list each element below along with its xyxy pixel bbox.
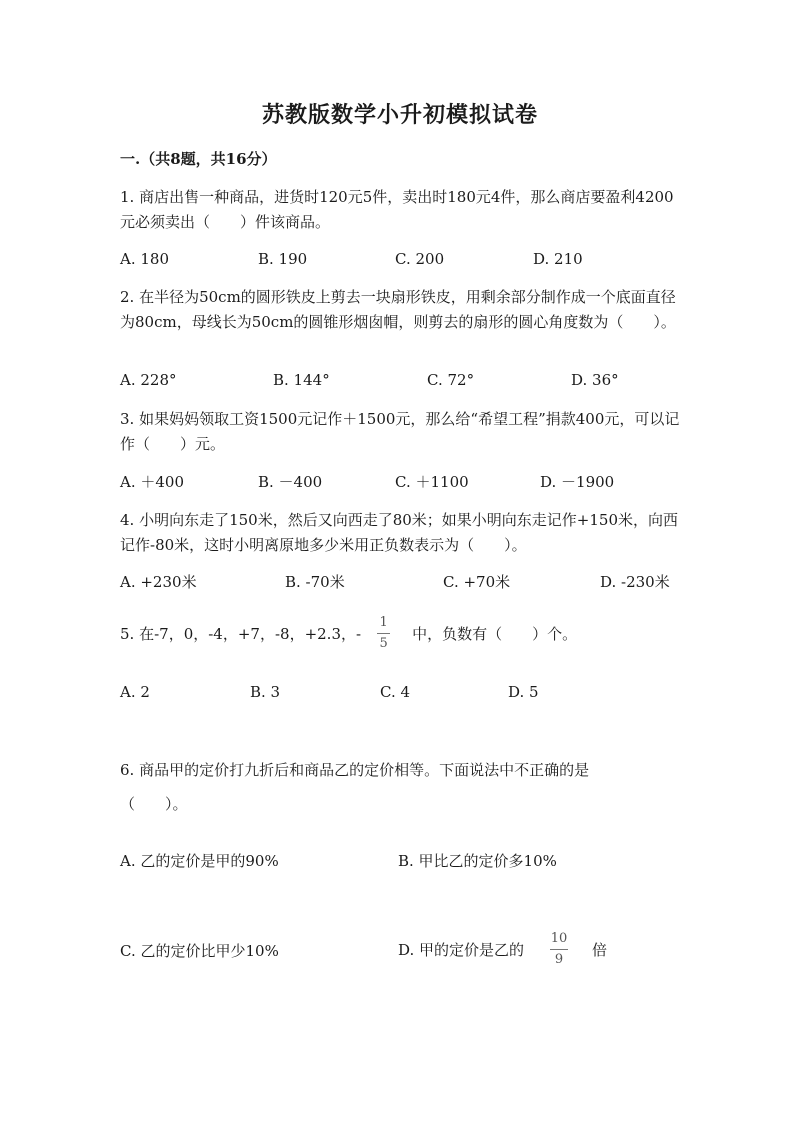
fraction-denominator: 9	[554, 952, 564, 967]
question-5-text	[120, 616, 577, 651]
question-5-text-after: 中，负数有（ ）个。	[412, 625, 578, 643]
question-4-option-d[interactable]: D. -230米	[600, 573, 670, 591]
page-title: 苏教版数学小升初模拟试卷	[261, 102, 538, 128]
question-5-fraction	[377, 616, 390, 651]
question-3-option-c[interactable]: C. ＋1100	[395, 473, 469, 491]
question-3-option-d[interactable]: D. －1900	[540, 473, 615, 491]
question-3-option-b[interactable]: B. －400	[258, 473, 323, 491]
question-4-text: 4. 小明向东走了150米，然后又向西走了80米；如果小明向东走记作+150米，向西记作-80米，这时小明离原地多少米用正负数表示为（ ）。	[120, 511, 678, 554]
question-4-option-b[interactable]: B. -70米	[285, 573, 345, 591]
question-3-text: 3. 如果妈妈领取工资1500元记作＋1500元，那么给“希望工程”捐款400元，可以记作（ ）元。	[120, 410, 680, 453]
question-1-option-a[interactable]: A. 180	[120, 250, 169, 268]
question-5-option-c[interactable]: C. 4	[380, 683, 411, 701]
question-6-option-d-label: D. 甲的定价是乙的	[398, 941, 525, 959]
question-5-option-d[interactable]: D. 5	[508, 683, 539, 701]
question-6-option-b[interactable]: B. 甲比乙的定价多10%	[398, 852, 557, 870]
question-5-option-a[interactable]: A. 2	[120, 683, 150, 701]
question-6-option-d-fraction	[550, 932, 568, 967]
question-5-option-b[interactable]: B. 3	[250, 683, 281, 701]
fraction-numerator: 10	[550, 931, 568, 946]
question-2-text: 2. 在半径为50cm的圆形铁皮上剪去一块扇形铁皮，用剩余部分制作成一个底面直径为80cm，母线长为50cm的圆锥形烟囱帽，则剪去的扇形的圆心角度数为（ ）。	[120, 288, 676, 331]
question-2-option-a[interactable]: A. 228°	[120, 371, 177, 389]
question-4-option-c[interactable]: C. +70米	[443, 573, 511, 591]
question-6-option-a[interactable]: A. 乙的定价是甲的90%	[120, 852, 279, 870]
fraction-denominator: 5	[379, 636, 388, 651]
fraction-bar	[550, 949, 568, 950]
question-1-option-b[interactable]: B. 190	[258, 250, 308, 268]
question-3-option-a[interactable]: A. ＋400	[120, 473, 184, 491]
question-2-option-b[interactable]: B. 144°	[273, 371, 330, 389]
question-6-option-d-suffix: 倍	[592, 941, 608, 959]
fraction-bar	[377, 633, 390, 634]
question-1-text: 1. 商店出售一种商品，进货时120元5件，卖出时180元4件，那么商店要盈利4200元必须卖出（ ）件该商品。	[120, 188, 674, 231]
question-1-option-d[interactable]: D. 210	[533, 250, 583, 268]
question-2-option-d[interactable]: D. 36°	[571, 371, 619, 389]
section-heading: 一.（共8题，共16分）	[120, 150, 277, 168]
question-6-option-d[interactable]	[398, 932, 607, 967]
question-5-text-before: 5. 在-7，0，-4，+7，-8，+2.3，-	[120, 625, 362, 643]
question-6-option-c[interactable]: C. 乙的定价比甲少10%	[120, 942, 279, 960]
question-4-option-a[interactable]: A. +230米	[120, 573, 197, 591]
question-1-option-c[interactable]: C. 200	[395, 250, 445, 268]
question-6-line1: 6. 商品甲的定价打九折后和商品乙的定价相等。下面说法中不正确的是	[120, 761, 590, 779]
question-6-line2: （ ）。	[120, 795, 188, 813]
fraction-numerator: 1	[379, 615, 388, 630]
question-2-option-c[interactable]: C. 72°	[427, 371, 475, 389]
